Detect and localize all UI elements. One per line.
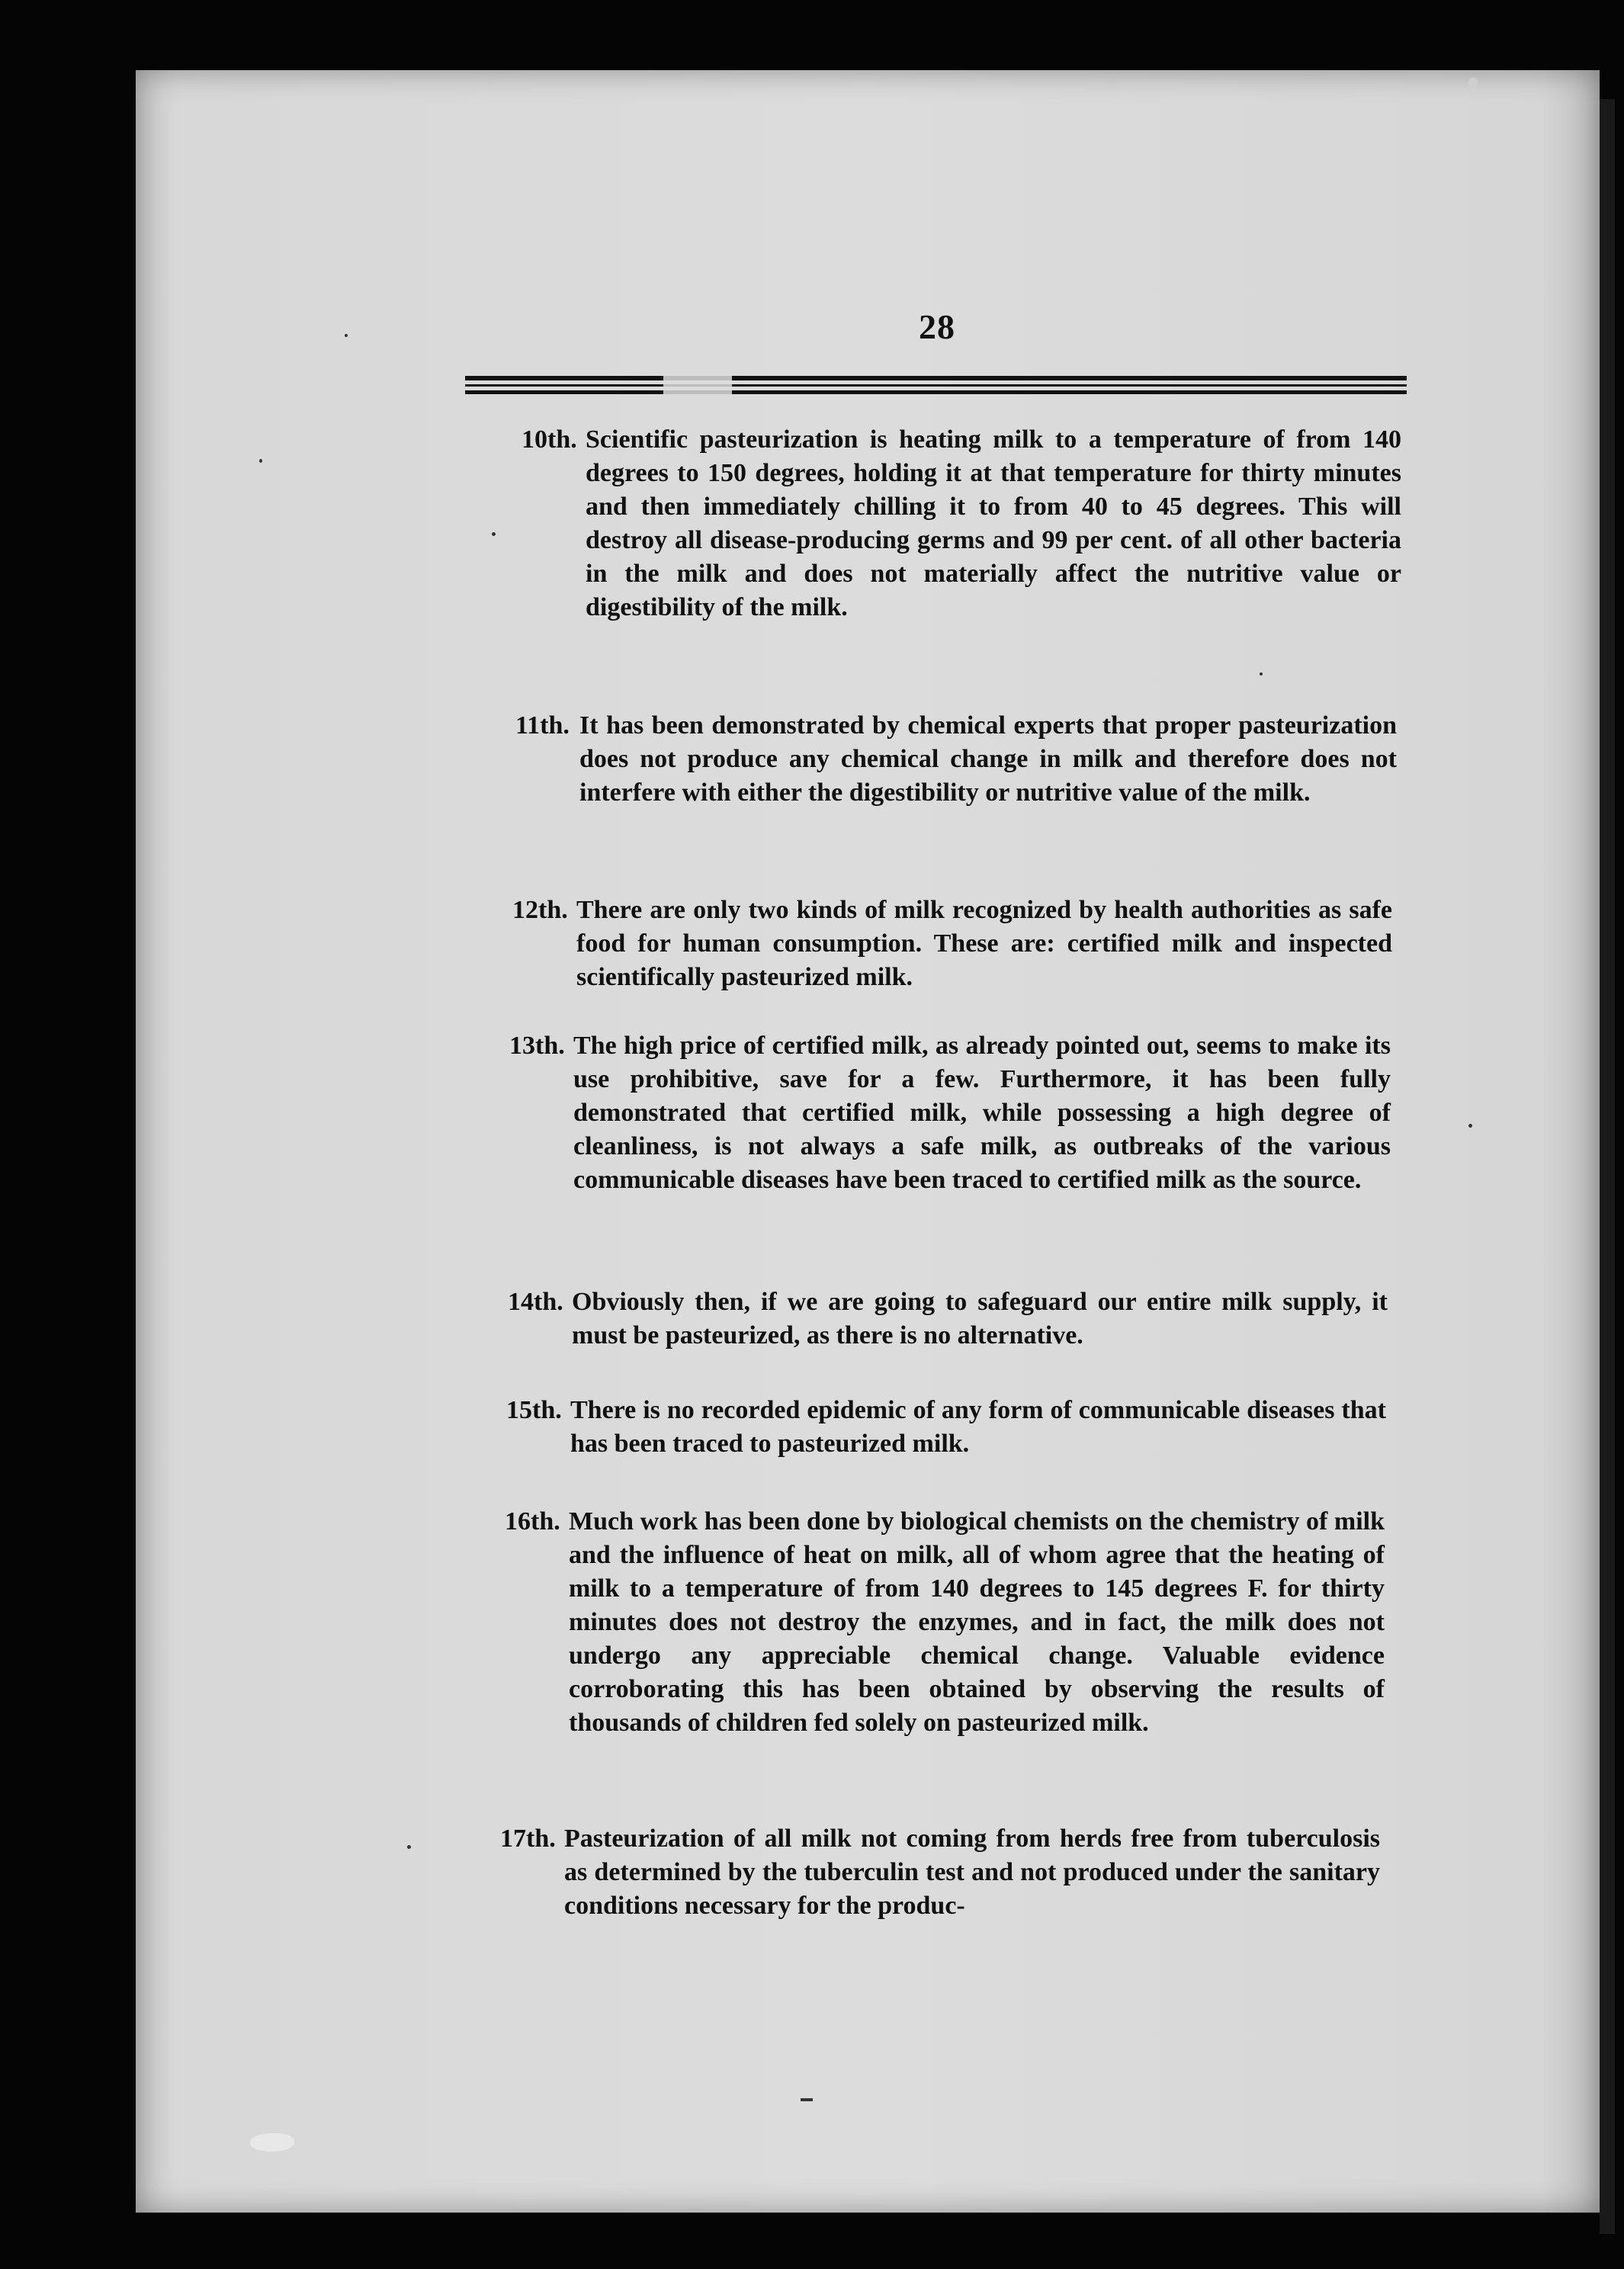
paragraph-text: Scientific pasteurization is heating milk to a temperature of from 140 degrees to 150 degrees, holding it at that temperature for thirty minutes and then immediately chilling it to from 40 to 45 degrees. This will destroy all disease-producing germs and 99 per cent. of all other bacteria in the milk and does not materially affect the nutritive value or digestibility of the milk.	[586, 425, 1401, 621]
paragraph-15	[506, 1394, 1386, 1461]
paragraph-text: Pasteurization of all milk not coming from herds free from tuberculosis as determined by the tuberculin test and not produced under the sanitary conditions necessary for the produc-	[564, 1825, 1380, 1920]
dust-speck	[259, 459, 262, 463]
paragraph-text: Obviously then, if we are going to safeguard our entire milk supply, it must be pasteurized, as there is no alternative.	[572, 1288, 1388, 1350]
dust-speck	[345, 334, 348, 337]
paragraph-text: Much work has been done by biological chemists on the chemistry of milk and the influence of heat on milk, all of whom agree that the heating of milk to a temperature of from 140 degrees to 145 degrees F. for thirty minutes does not destroy the enzymes, and in fact, the milk does not undergo any appreciable chemical change. Valuable evidence corroborating this has been obtained by observing the results of thousands of children fed solely on pasteurized milk.	[569, 1507, 1385, 1737]
paragraph-text: The high price of certified milk, as already pointed out, seems to make its use prohibitive, save for a few. Furthermore, it has been fully demonstrated that certified milk, while possessing a high degree of cleanliness, is not always a safe milk, as outbreaks of the various communicable diseases have been traced to certified milk as the source.	[573, 1032, 1391, 1194]
header-rule-damage	[663, 374, 732, 396]
paragraph-text: There are only two kinds of milk recognized by health authorities as safe food for human consumption. These are: certified milk and inspected scientifically pasteurized milk.	[576, 896, 1392, 991]
scan-blot	[250, 2133, 294, 2152]
page-number: 28	[919, 307, 955, 346]
scan-artifact-mark	[1468, 78, 1478, 88]
paragraph-number: 17th.	[500, 1825, 556, 1853]
header-rule-middle	[465, 384, 1407, 387]
header-rule-top	[465, 376, 1407, 380]
dust-speck	[1468, 1124, 1472, 1128]
paragraph-number: 14th.	[508, 1288, 563, 1316]
paragraph-10	[522, 423, 1401, 624]
paragraph-12	[512, 894, 1392, 994]
paragraph-text: It has been demonstrated by chemical experts that proper pasteurization does not produce any chemical change in milk and therefore does not interfere with either the digestibility or nutritive value of the milk.	[579, 711, 1397, 807]
paragraph-14	[508, 1285, 1388, 1353]
paragraph-number: 11th.	[515, 711, 570, 740]
paragraph-number: 15th.	[506, 1396, 562, 1424]
paragraph-number: 10th.	[522, 425, 577, 454]
paragraph-number: 16th.	[505, 1507, 560, 1536]
header-rule-bottom	[465, 390, 1407, 394]
paragraph-number: 13th.	[509, 1032, 565, 1060]
page-edge-shadow	[1600, 99, 1615, 2234]
dust-speck	[1260, 672, 1263, 676]
paragraph-11	[515, 709, 1397, 810]
paragraph-17	[500, 1822, 1380, 1923]
dust-speck	[492, 532, 496, 536]
paragraph-13	[509, 1029, 1391, 1197]
paragraph-number: 12th.	[512, 896, 568, 924]
paragraph-text: There is no recorded epidemic of any form of communicable diseases that has been traced to pasteurized milk.	[570, 1396, 1386, 1458]
dust-speck	[801, 2098, 813, 2101]
dust-speck	[407, 1845, 411, 1849]
paragraph-16	[505, 1505, 1385, 1740]
